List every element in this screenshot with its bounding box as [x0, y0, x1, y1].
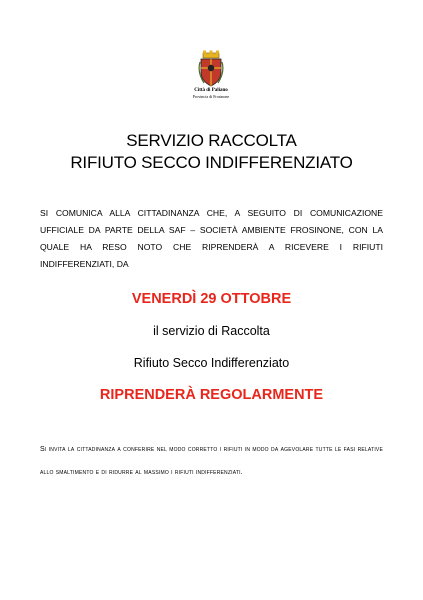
closing-paragraph: Si invita la cittadinanza a conferire nel modo corretto i rifiuti in modo da agevolare tutte le fasi relative allo smaltimento e di ridurre al massimo i rifiuti indifferenziati. [40, 446, 383, 476]
resume-notice: RIPRENDERÀ REGOLARMENTE [99, 387, 324, 403]
resume-date: VENERDÌ 29 OTTOBRE [131, 291, 292, 307]
town-name: Città di Paliano [194, 88, 228, 93]
province-name: Provincia di Frosinone [192, 94, 230, 99]
service-line-2: Rifiuto Secco Indifferenziato [133, 356, 290, 370]
crest-icon [198, 50, 224, 88]
title-line-1: SERVIZIO RACCOLTA [126, 131, 297, 150]
intro-paragraph: SI COMUNICA ALLA CITTADINANZA CHE, A SEGUITO DI COMUNICAZIONE UFFICIALE DA PARTE DELLA SAF – SOCIETÀ AMBIENTE FROSINONE, CON LA QUALE HA RESO NOTO CHE RIPRENDERÀ A RICEVERE I RIFIUTI INDIFFERENZIATI, DA [40, 208, 383, 269]
service-line-1: il servizio di Raccolta [153, 324, 270, 338]
title-line-2: RIFIUTO SECCO INDIFFERENZIATO [70, 153, 353, 172]
town-crest [191, 50, 231, 110]
